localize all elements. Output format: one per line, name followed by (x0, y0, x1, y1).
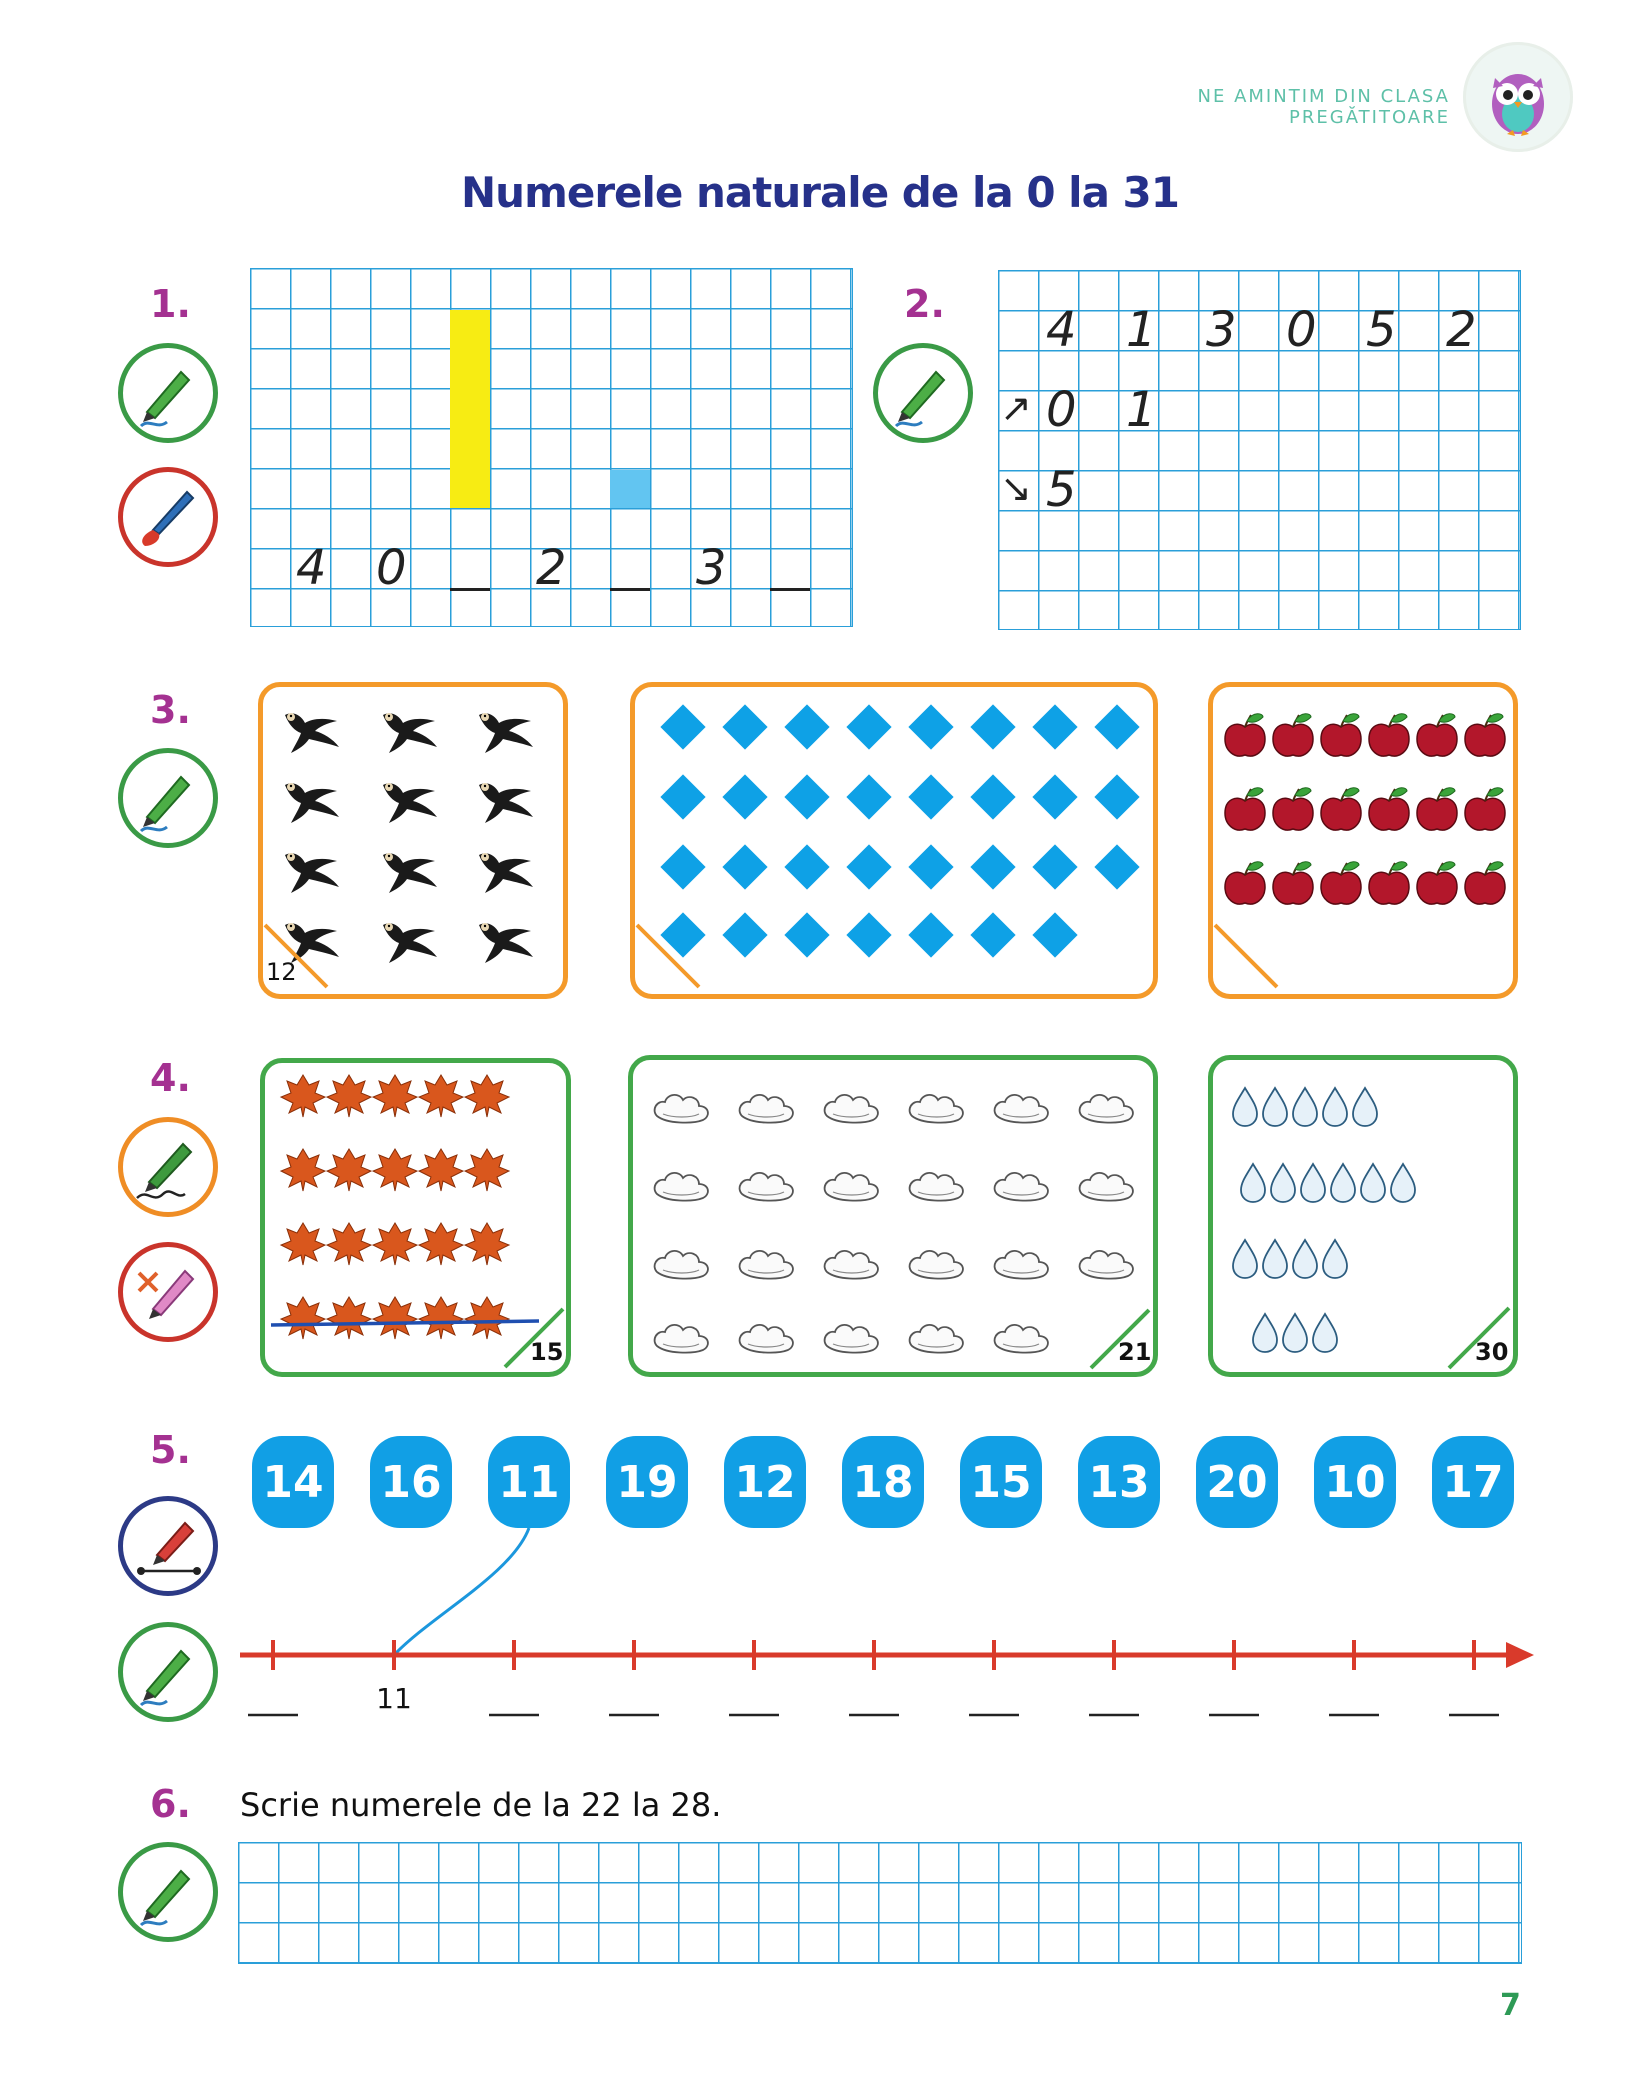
sequence-item: 0 (376, 540, 407, 596)
row1-digit: 3 (1206, 302, 1237, 358)
sequence-item: 2 (536, 540, 567, 596)
page-title: Numerele naturale de la 0 la 31 (461, 168, 1179, 217)
axis-arrow-icon (1506, 1642, 1534, 1668)
sequence-item: 3 (696, 540, 727, 596)
number-pill[interactable]: 10 (1314, 1436, 1396, 1528)
exercise-6-writing-grid[interactable] (238, 1842, 1522, 1964)
sequence-item: 4 (296, 540, 327, 596)
arrow-down-right-icon: ↘ (1000, 468, 1032, 510)
page-number: 7 (1500, 1988, 1521, 2023)
exercise-5-number: 5. (150, 1428, 191, 1472)
row1-digit: 2 (1446, 302, 1477, 358)
row1-digit: 5 (1366, 302, 1397, 358)
birds-count-label: 12 (266, 958, 297, 986)
number-pill[interactable]: 16 (370, 1436, 452, 1528)
number-pill[interactable]: 12 (724, 1436, 806, 1528)
row3-digit: 5 (1046, 462, 1077, 518)
number-pill[interactable]: 19 (606, 1436, 688, 1528)
row2-digit: 1 (1126, 382, 1157, 438)
exercise-6-number: 6. (150, 1782, 191, 1826)
exercise-6-instruction: Scrie numerele de la 22 la 28. (240, 1786, 722, 1824)
number-pill[interactable]: 11 (488, 1436, 570, 1528)
number-pill[interactable]: 20 (1196, 1436, 1278, 1528)
number-pill[interactable]: 17 (1432, 1436, 1514, 1528)
number-pill[interactable]: 14 (252, 1436, 334, 1528)
axis-label-11: 11 (376, 1682, 412, 1715)
exercise-3-number: 3. (150, 688, 191, 732)
row1-digit: 0 (1286, 302, 1317, 358)
row1-digit: 1 (1126, 302, 1157, 358)
connection-line (394, 1528, 529, 1655)
number-pill[interactable]: 15 (960, 1436, 1042, 1528)
number-pill[interactable]: 13 (1078, 1436, 1160, 1528)
drops-count-label: 30 (1475, 1338, 1509, 1366)
row1-digit: 4 (1046, 302, 1077, 358)
section-header: NE AMINTIM DIN CLASA PREGĂTITOARE (1197, 86, 1450, 128)
write-pen-icon (118, 1842, 218, 1942)
arrow-up-right-icon: ↗ (1000, 388, 1032, 430)
row2-digit: 0 (1046, 382, 1077, 438)
clouds-count-label: 21 (1118, 1338, 1152, 1366)
leaves-count-label: 15 (530, 1338, 564, 1366)
number-pill[interactable]: 18 (842, 1436, 924, 1528)
exercise-4-number: 4. (150, 1056, 191, 1100)
exercise-2-number: 2. (904, 282, 945, 326)
exercise-1-number: 1. (150, 282, 191, 326)
